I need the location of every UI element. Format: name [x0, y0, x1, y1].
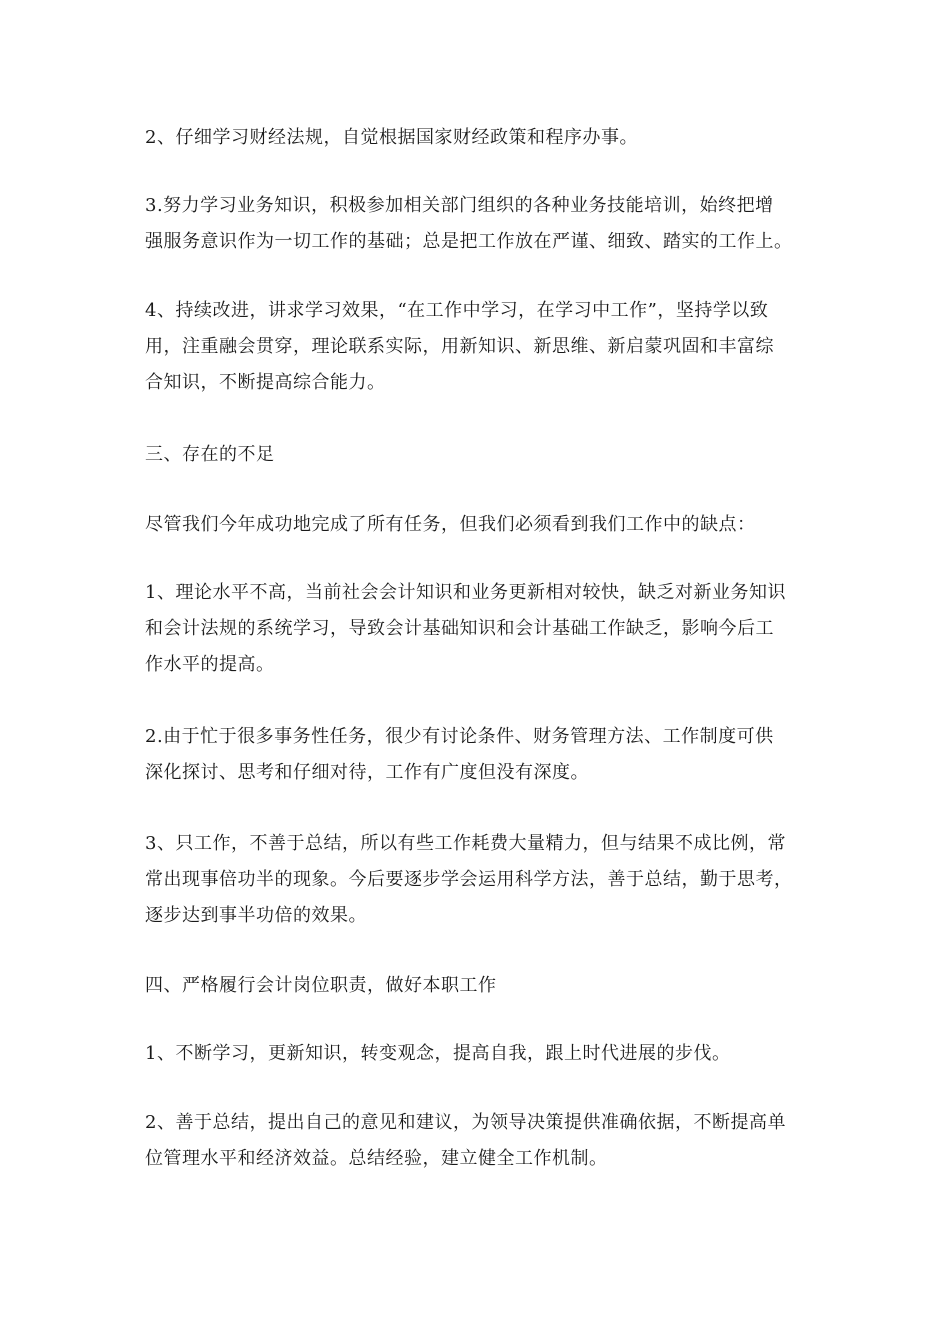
paragraph-propose-suggestions [145, 1105, 810, 1177]
text-line: 用，注重融会贯穿，理论联系实际，用新知识、新思维、新启蒙巩固和丰富综 [145, 336, 774, 357]
paragraph-shortcomings-intro [145, 507, 810, 543]
text-line: 1、理论水平不高，当前社会会计知识和业务更新相对较快，缺乏对新业务知识 [145, 582, 786, 603]
paragraph-study-regulations [145, 120, 810, 156]
section-heading-duties [145, 968, 810, 1004]
paragraph-busy-tasks [145, 719, 810, 791]
text-line: 位管理水平和经济效益。总结经验，建立健全工作机制。 [145, 1148, 608, 1169]
paragraph-keep-learning [145, 1036, 810, 1072]
paragraph-summarize [145, 826, 810, 934]
paragraph-continuous-improvement [145, 293, 810, 401]
text-line: 深化探讨、思考和仔细对待，工作有广度但没有深度。 [145, 762, 589, 783]
text-line: 2、仔细学习财经法规，自觉根据国家财经政策和程序办事。 [145, 127, 638, 148]
text-line: 逐步达到事半功倍的效果。 [145, 905, 367, 926]
text-line: 2、善于总结，提出自己的意见和建议，为领导决策提供准确依据，不断提高单 [145, 1112, 786, 1133]
section-heading-shortcomings [145, 437, 810, 473]
text-line: 四、严格履行会计岗位职责，做好本职工作 [145, 975, 497, 996]
text-line: 合知识，不断提高综合能力。 [145, 372, 386, 393]
text-line: 2.由于忙于很多事务性任务，很少有讨论条件、财务管理方法、工作制度可供 [145, 726, 774, 747]
paragraph-study-business [145, 188, 810, 260]
text-line: 3、只工作，不善于总结，所以有些工作耗费大量精力，但与结果不成比例，常 [145, 833, 786, 854]
text-line: 1、不断学习，更新知识，转变观念，提高自我，跟上时代进展的步伐。 [145, 1043, 731, 1064]
text-line: 强服务意识作为一切工作的基础；总是把工作放在严谨、细致、踏实的工作上。 [145, 231, 793, 252]
text-line: 三、存在的不足 [145, 444, 275, 465]
text-line: 常出现事倍功半的现象。今后要逐步学会运用科学方法，善于总结，勤于思考， [145, 869, 793, 890]
text-line: 作水平的提高。 [145, 654, 275, 675]
text-line: 和会计法规的系统学习，导致会计基础知识和会计基础工作缺乏，影响今后工 [145, 618, 774, 639]
paragraph-theory-level [145, 575, 810, 683]
text-line: 3.努力学习业务知识，积极参加相关部门组织的各种业务技能培训，始终把增 [145, 195, 774, 216]
text-line: 4、持续改进，讲求学习效果，“在工作中学习，在学习中工作”，坚持学以致 [145, 300, 769, 321]
text-line: 尽管我们今年成功地完成了所有任务，但我们必须看到我们工作中的缺点： [145, 514, 756, 535]
